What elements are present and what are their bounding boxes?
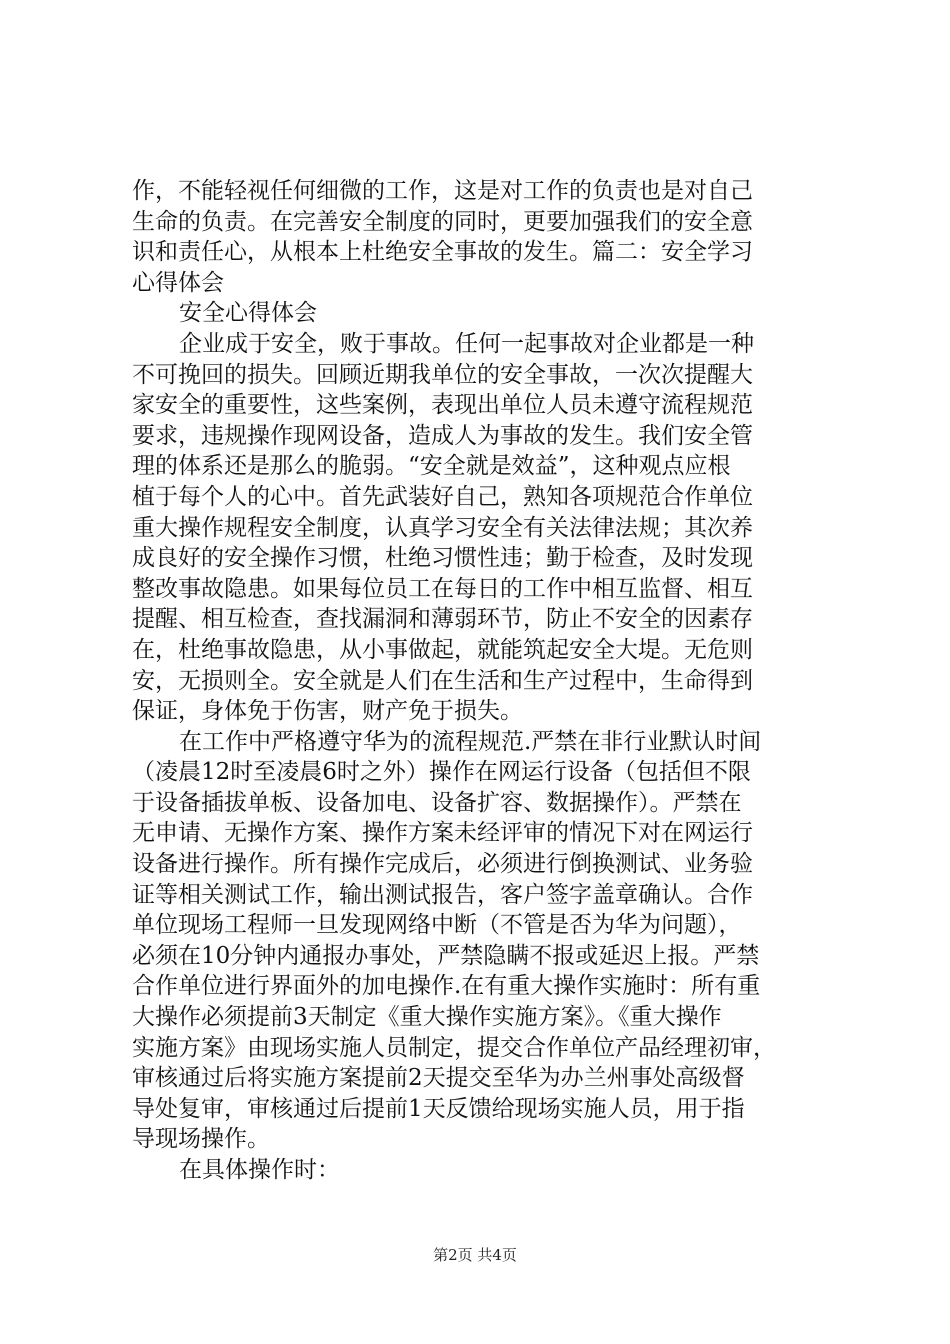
text-line: 提醒、相互检查，查找漏洞和薄弱环节，防止不安全的因素存	[132, 606, 753, 633]
text-line: 在，杜绝事故隐患，从小事做起，就能筑起安全大堤。无危则	[132, 636, 753, 663]
text-line: 合作单位进行界面外的加电操作.在有重大操作实施时：所有重	[132, 973, 761, 1000]
text-line: 作，不能轻视任何细微的工作，这是对工作的负责也是对自己	[132, 178, 753, 204]
text-line: 导现场操作。	[132, 1126, 270, 1153]
text-line: 实施方案》由现场实施人员制定，提交合作单位产品经理初审，	[132, 1034, 776, 1061]
text-line: 家安全的重要性，这些案例，表现出单位人员未遵守流程规范	[132, 392, 753, 419]
text-line: 成良好的安全操作习惯，杜绝习惯性违；勤于检查，及时发现	[132, 545, 753, 572]
text-line: 企业成于安全，败于事故。任何一起事故对企业都是一种	[179, 330, 754, 357]
text-line: 设备进行操作。所有操作完成后，必须进行倒换测试、业务验	[132, 851, 753, 878]
text-line: 重大操作规程安全制度，认真学习安全有关法律法规；其次养	[132, 514, 753, 541]
text-line: 无申请、无操作方案、操作方案未经评审的情况下对在网运行	[132, 820, 753, 847]
text-line: 识和责任心，从根本上杜绝安全事故的发生。篇二：安全学习	[132, 239, 753, 266]
text-line: 要求，违规操作现网设备，造成人为事故的发生。我们安全管	[132, 422, 753, 449]
text-line: 证等相关测试工作，输出测试报告，客户签字盖章确认。合作	[132, 881, 753, 908]
text-line: 理的体系还是那么的脆弱。“安全就是效益”，这种观点应根	[132, 453, 731, 480]
text-line: 安全心得体会	[179, 300, 317, 327]
text-line: 在工作中严格遵守华为的流程规范.严禁在非行业默认时间	[179, 728, 762, 755]
text-line: （凌晨12时至凌晨6时之外）操作在网运行设备（包括但不限	[132, 759, 751, 786]
text-line: 必须在10分钟内通报办事处，严禁隐瞒不报或延迟上报。严禁	[132, 942, 760, 969]
text-line: 保证，身体免于伤害，财产免于损失。	[132, 698, 523, 725]
text-line: 在具体操作时：	[179, 1157, 340, 1183]
text-line: 单位现场工程师一旦发现网络中断（不管是否为华为问题），	[132, 912, 742, 939]
text-line: 心得体会	[132, 269, 224, 296]
text-line: 大操作必须提前3天制定《重大操作实施方案》。《重大操作	[132, 1004, 722, 1031]
text-line: 导处复审，审核通过后提前1天反馈给现场实施人员，用于指	[132, 1095, 745, 1122]
text-line: 整改事故隐患。如果每位员工在每日的工作中相互监督、相互	[132, 575, 753, 602]
document-body	[132, 176, 832, 1186]
text-line: 植于每个人的心中。首先武装好自己，熟知各项规范合作单位	[132, 483, 753, 510]
text-line: 生命的负责。在完善安全制度的同时，更要加强我们的安全意	[132, 208, 753, 235]
page-footer: 第2页 共4页	[433, 1246, 517, 1264]
text-line: 于设备插拔单板、设备加电、设备扩容、数据操作）。严禁在	[132, 789, 742, 816]
text-line: 不可挽回的损失。回顾近期我单位的安全事故，一次次提醒大	[132, 361, 753, 388]
text-line: 审核通过后将实施方案提前2天提交至华为办兰州事处高级督	[132, 1065, 745, 1092]
text-line: 安，无损则全。安全就是人们在生活和生产过程中，生命得到	[132, 667, 753, 694]
